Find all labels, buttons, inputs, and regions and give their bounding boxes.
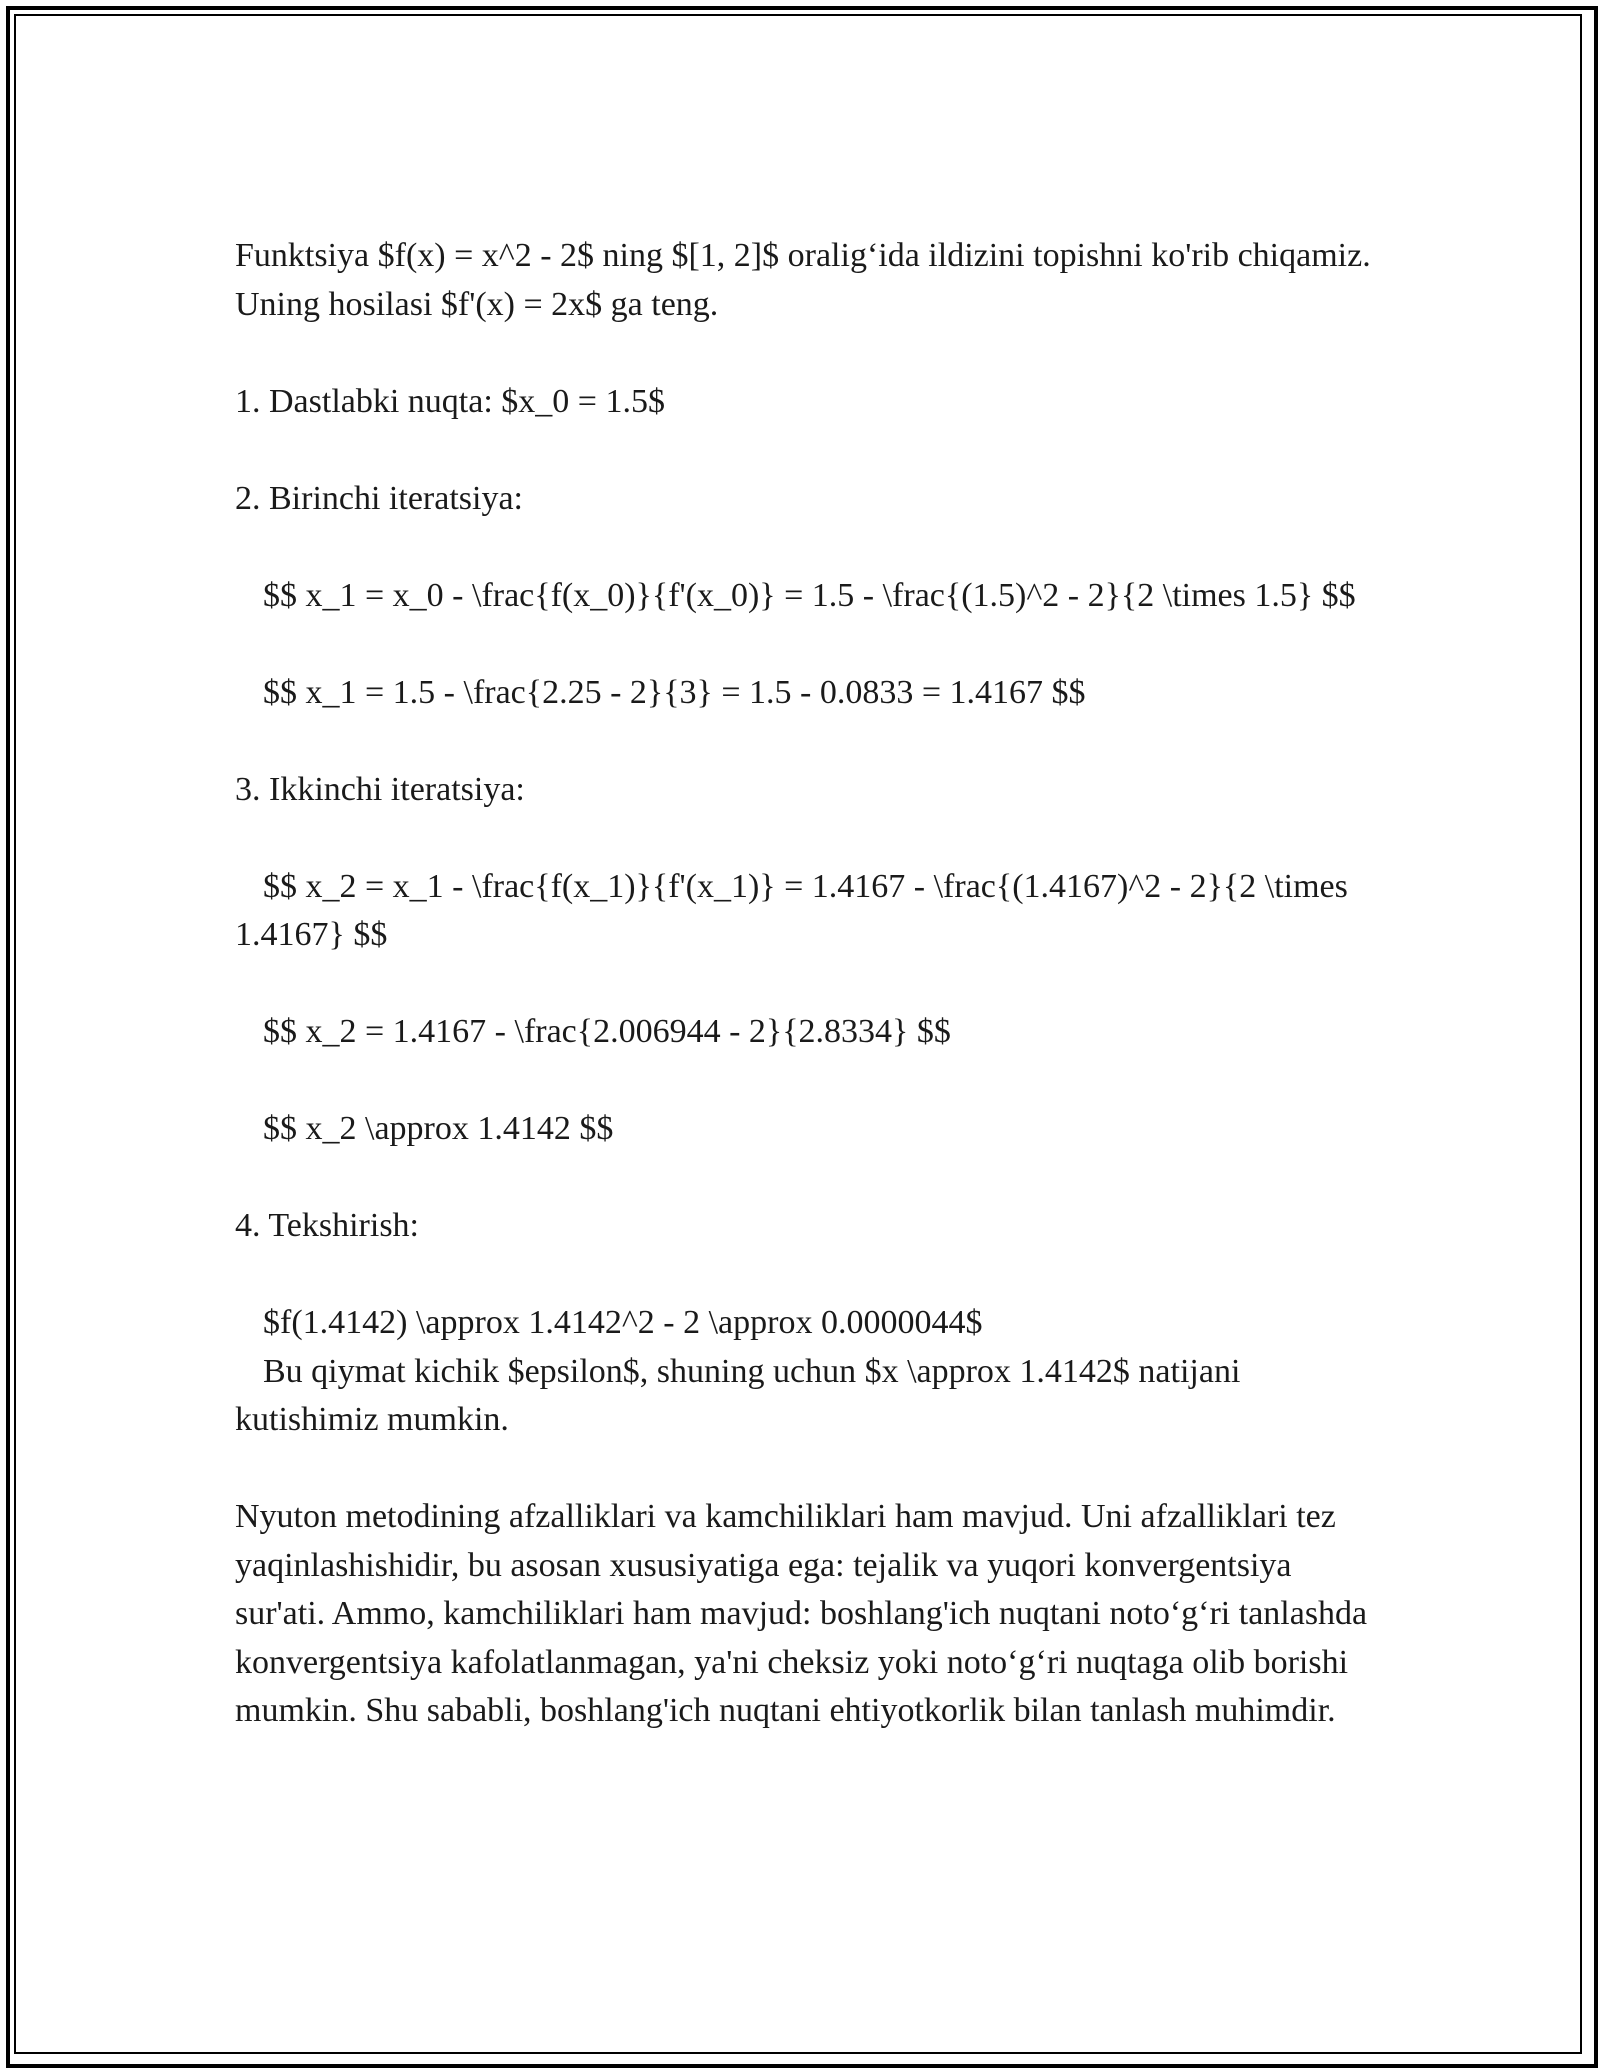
step-1-initial-point: 1. Dastlabki nuqta: $x_0 = 1.5$ [235, 382, 665, 420]
step-3-formula-2 [235, 1008, 1380, 1057]
step-4-conclusion-text: Bu qiymat kichik $epsilon$, shuning uchun $x \approx 1.4142$ natijani kutishimiz mumkin. [235, 1352, 1249, 1438]
document-body [235, 232, 1380, 1784]
step-3-formula-3 [235, 1105, 1380, 1154]
step-2-formula-1 [235, 572, 1380, 621]
step-3-formula-1-text: $$ x_2 = x_1 - \frac{f(x_1)}{f'(x_1)} = 1.4167 - \frac{(1.4167)^2 - 2}{2 \times 1.4167} $$ [235, 867, 1357, 953]
step-4-heading: 4. Tekshirish: [235, 1207, 419, 1244]
step-4-check [235, 1299, 1380, 1348]
summary-paragraph: Nyuton metodining afzalliklari va kamchiliklari ham mavjud. Uni afzalliklari tez yaqinlashishidir, bu asosan xususiyatiga ega: tejalik va yuqori konvergentsiya sur'ati. Ammo, kamchiliklari ham mavjud: boshlang'ich nuqtani noto‘g‘ri tanlashda konvergentsiya kafolatlanmagan, ya'ni cheksiz yoki noto‘g‘ri nuqtaga olib borishi mumkin. Shu sababli, boshlang'ich nuqtani ehtiyotkorlik bilan tanlash muhimdir. [235, 1498, 1376, 1729]
step-3-heading: 3. Ikkinchi iteratsiya: [235, 770, 525, 808]
step-2-formula-1-text: $$ x_1 = x_0 - \frac{f(x_0)}{f'(x_0)} = 1.5 - \frac{(1.5)^2 - 2}{2 \times 1.5} $$ [263, 576, 1356, 614]
intro-paragraph: Funktsiya $f(x) = x^2 - 2$ ning $[1, 2]$ oralig‘ida ildizini topishni ko'rib chiqamiz. Uning hosilasi $f'(x) = 2x$ ga teng. [235, 237, 1380, 323]
step-4-conclusion [235, 1348, 1380, 1445]
step-2-formula-2-text: $$ x_1 = 1.5 - \frac{2.25 - 2}{3} = 1.5 - 0.0833 = 1.4167 $$ [263, 673, 1086, 711]
step-2-formula-2 [235, 669, 1380, 718]
step-2-heading: 2. Birinchi iteratsiya: [235, 479, 523, 517]
step-3-formula-3-text: $$ x_2 \approx 1.4142 $$ [263, 1110, 614, 1147]
step-3-formula-1 [235, 863, 1380, 960]
step-4-check-text: $f(1.4142) \approx 1.4142^2 - 2 \approx 0.0000044$ [263, 1304, 983, 1341]
step-3-formula-2-text: $$ x_2 = 1.4167 - \frac{2.006944 - 2}{2.8334} $$ [263, 1013, 951, 1050]
